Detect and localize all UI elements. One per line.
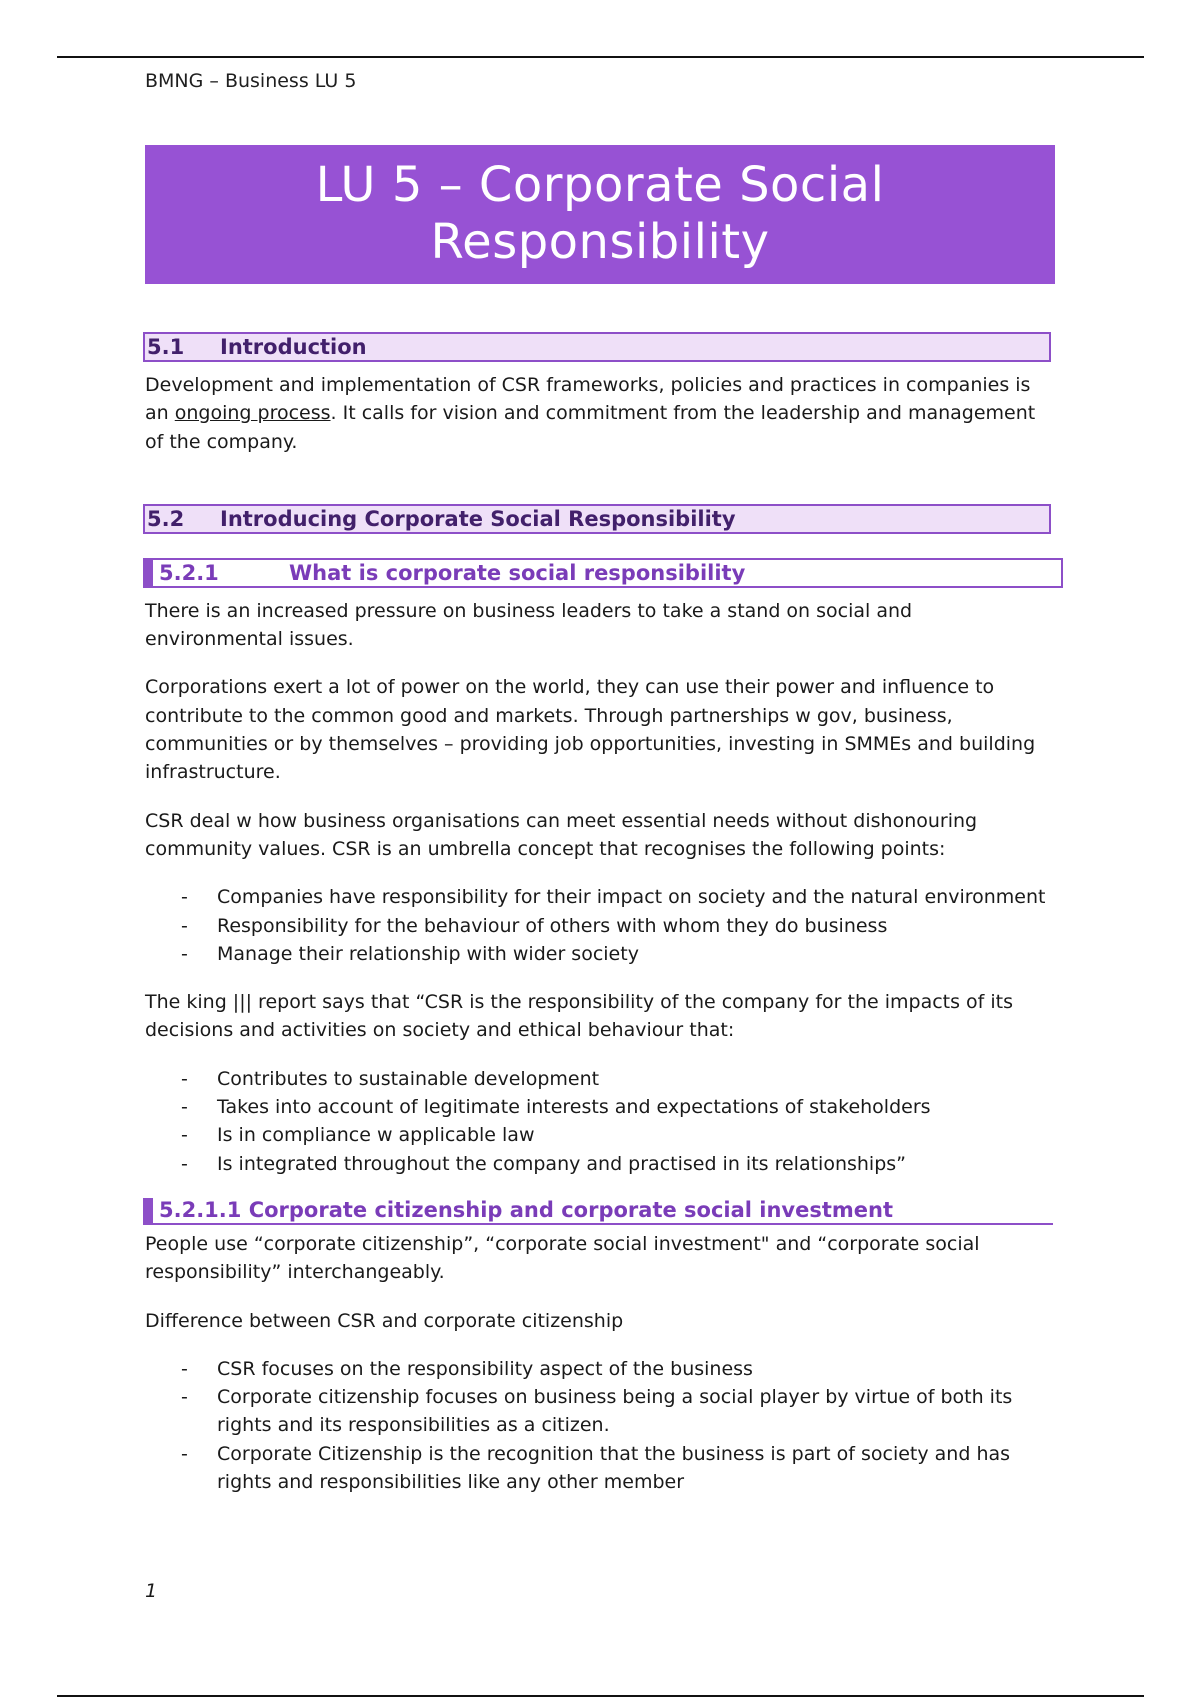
document-body: [145, 145, 1055, 1496]
header-rule: [57, 56, 1144, 58]
heading-5-2-1-1: 5.2.1.1 Corporate citizenship and corporate social investment: [143, 1198, 1053, 1225]
intro-paragraph: [145, 371, 1055, 456]
citizenship-difference-list: [145, 1355, 1055, 1496]
list-item: - Contributes to sustainable development: [145, 1065, 1055, 1093]
paragraph: Corporations exert a lot of power on the world, they can use their power and influence to contribute to the common good and markets. Through partnerships w gov, business, communities or by themselves – providing job opportunities, investing in SMMEs and building infrastructure.: [145, 676, 1036, 784]
paragraph: Difference between CSR and corporate citizenship: [145, 1309, 624, 1332]
page-number: 1: [145, 1580, 158, 1602]
section-title: What is corporate social responsibility: [289, 560, 746, 585]
footer-rule: [57, 1695, 1144, 1697]
list-item: - Companies have responsibility for their impact on society and the natural environment: [145, 883, 1055, 911]
heading-5-2: [143, 504, 1051, 534]
section-number: 5.2.1: [159, 560, 219, 585]
paragraph: CSR deal w how business organisations can meet essential needs without dishonouring community values. CSR is an umbrella concept that recognises the following points:: [145, 809, 978, 860]
intro-text-a: Development and implementation of CSR frameworks, policies and practices in companies is an: [145, 374, 1031, 425]
title-banner: [145, 145, 1055, 284]
list-item: - CSR focuses on the responsibility aspect of the business: [145, 1355, 1055, 1383]
intro-underlined-text: ongoing process: [174, 402, 331, 425]
list-item: - Manage their relationship with wider society: [145, 940, 1055, 968]
section-title: Introduction: [220, 335, 367, 359]
paragraph: People use “corporate citizenship”, “corporate social investment" and “corporate social responsibility” interchangeably.: [145, 1232, 980, 1284]
list-item: - Responsibility for the behaviour of others with whom they do business: [145, 912, 1055, 940]
paragraph: The king ||| report says that “CSR is the responsibility of the company for the impacts of its decisions and activities on society and ethical behaviour that:: [145, 991, 1014, 1042]
list-item: - Corporate citizenship focuses on business being a social player by virtue of both its rights and its responsibilities as a citizen.: [145, 1383, 1055, 1440]
section-number: 5.1: [147, 335, 185, 359]
list-item: - Is integrated throughout the company and practised in its relationships”: [145, 1150, 1055, 1178]
intro-text-b: . It calls for vision and commitment from the leadership and management of the company.: [145, 402, 1036, 453]
list-item: - Corporate Citizenship is the recognition that the business is part of society and has rights and responsibilities like any other member: [145, 1440, 1055, 1497]
heading-5-1: [143, 332, 1051, 362]
heading-5-2-1: [143, 558, 1063, 588]
section-number: 5.2: [147, 506, 185, 531]
section-title: Introducing Corporate Social Responsibility: [220, 506, 736, 531]
list-item: - Is in compliance w applicable law: [145, 1121, 1055, 1149]
list-item: - Takes into account of legitimate interests and expectations of stakeholders: [145, 1093, 1055, 1121]
csr-points-list: [145, 883, 1055, 968]
title-line-2: Responsibility: [430, 214, 770, 270]
title-line-1: LU 5 – Corporate Social: [315, 157, 885, 213]
king-report-list: [145, 1065, 1055, 1178]
running-header: BMNG – Business LU 5: [145, 70, 357, 92]
paragraph: There is an increased pressure on business leaders to take a stand on social and environmental issues.: [145, 599, 913, 651]
